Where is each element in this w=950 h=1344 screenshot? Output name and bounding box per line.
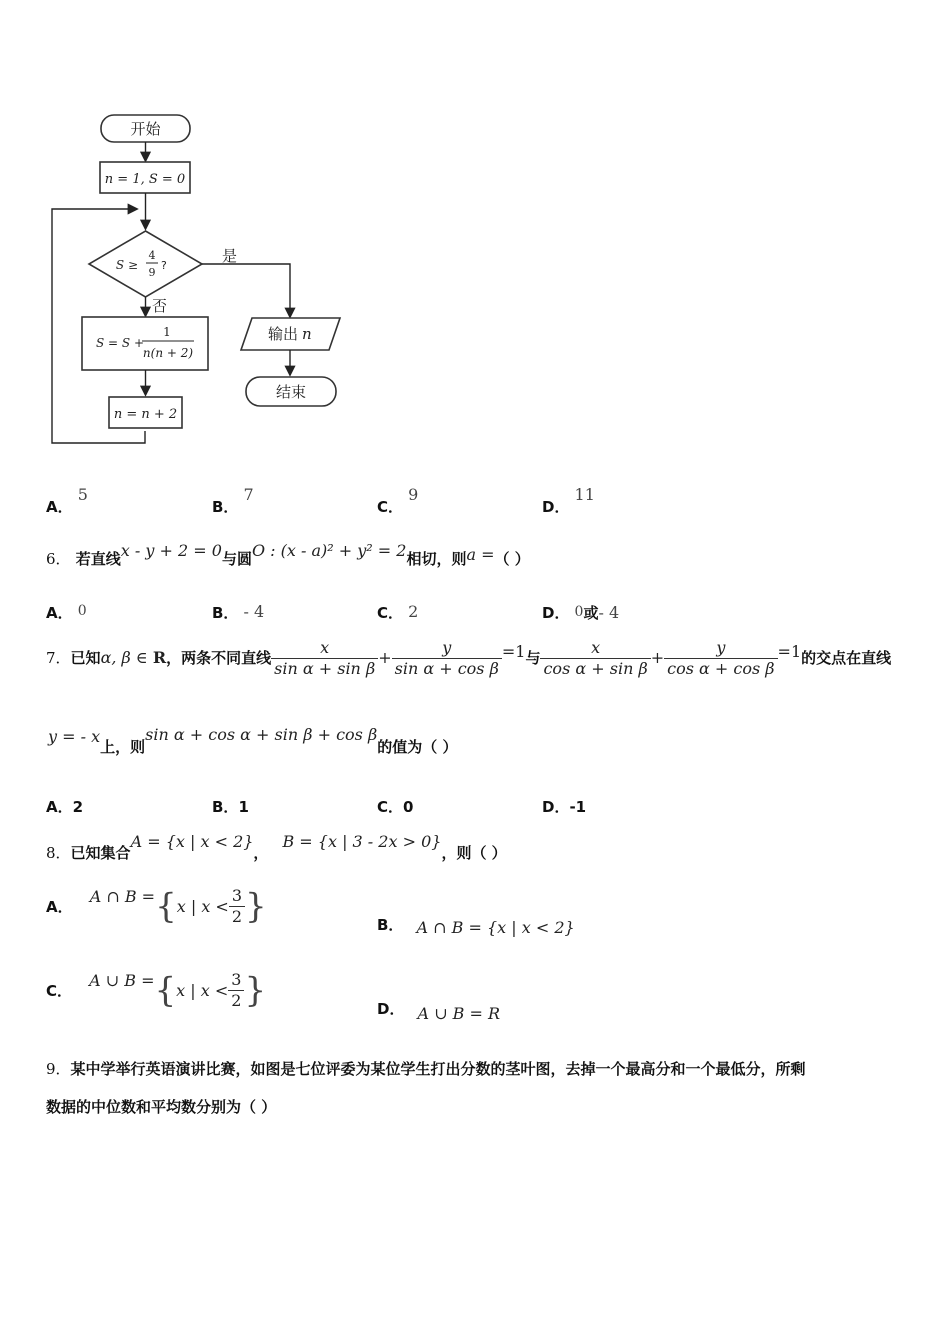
q7-frac-4: $\frac{y}{\text{cos α + cos β}}$ [664, 638, 777, 679]
condition-lhs: S ≥ [115, 258, 138, 272]
q7-text-5: 上，则 [100, 738, 146, 756]
end-label: 结束 [275, 383, 307, 401]
option-label: B． [212, 498, 239, 516]
condition-num: 4 [148, 249, 156, 262]
option-value: 7 [243, 485, 254, 504]
q7-option-d [542, 796, 586, 817]
option-label: C． [46, 982, 73, 1000]
q7-text-3: 与 [525, 649, 541, 667]
q7-frac-1: $\frac{x}{\text{sin α + sin β}}$ [271, 638, 378, 679]
q9-line-1: 某中学举行英语演讲比赛，如图是七位评委为某位学生打出分数的茎叶图，去掉一个最高分和一个最低分，所剩 [70, 1060, 806, 1078]
option-label: A． [46, 604, 73, 622]
option-lhs: A ∪ B = [89, 971, 155, 990]
q7-text-2: ，两条不同直线 [166, 649, 272, 667]
q7-frac-2: $\frac{y}{\text{sin α + cos β}}$ [392, 638, 502, 679]
q5-option-d [542, 485, 595, 517]
option-value: 5 [77, 485, 88, 504]
option-inner: x | x < [176, 981, 229, 1000]
option-value: 0 [77, 603, 87, 619]
option-value: 2 [408, 602, 419, 621]
q8-text-1: 已知集合 [70, 844, 131, 862]
question-8 [46, 832, 507, 863]
q7-option-a [46, 796, 83, 817]
q7-text-4: 的交点在直线 [801, 649, 892, 667]
question-9-line-2 [46, 1096, 276, 1117]
q7-text-1: 已知 [70, 649, 101, 667]
q8-set-b: B = {x | 3 - 2x > 0} [282, 832, 442, 851]
option-value: A ∪ B = R [417, 1004, 501, 1023]
option-label: B． [212, 798, 239, 816]
q6-option-a [46, 602, 87, 623]
option-label: D． [542, 498, 570, 516]
question-number: 7． [46, 649, 71, 667]
q8-set-a: A = {x | x < 2} [130, 832, 254, 851]
q6-option-d [542, 602, 619, 623]
q7-frac-3: $\frac{x}{\text{cos α + sin β}}$ [540, 638, 650, 679]
option-value: 11 [574, 485, 595, 504]
q8-option-a: A． A ∩ B ={x | x < $\frac{3}{2}$ } [46, 886, 267, 927]
option-inner: x | x < [176, 897, 229, 916]
option-label: B． [212, 604, 239, 622]
q8-option-b [377, 914, 575, 935]
q8-sep: ， [253, 844, 269, 862]
q7-expr: sin α + cos α + sin β + cos β [145, 725, 378, 744]
q6-option-c [377, 602, 418, 623]
yes-label: 是 [222, 247, 238, 265]
q6-var: a = [466, 545, 495, 564]
question-6 [46, 541, 530, 569]
q7-text-6: 的值为（ ） [377, 738, 458, 756]
start-label: 开始 [130, 120, 161, 138]
q7-eq-1: =1 [501, 642, 526, 661]
q7-eq-2: =1 [777, 642, 802, 661]
option-value: 1 [238, 798, 249, 816]
option-lhs: A ∩ B = [89, 887, 156, 906]
init-label: n = 1, S = 0 [104, 172, 186, 187]
q9-line-2: 数据的中位数和平均数分别为（ ） [46, 1098, 277, 1116]
output-var: n [302, 325, 312, 343]
q7-option-c [377, 796, 413, 817]
q8-text-2: ，则（ ） [441, 844, 507, 862]
q6-text-3: 相切，则 [406, 550, 467, 568]
no-label: 否 [152, 297, 168, 315]
question-number: 8． [46, 844, 71, 862]
q5-option-c [377, 485, 419, 517]
option-label: D． [542, 798, 570, 816]
q6-line: x - y + 2 = 0 [120, 541, 222, 560]
update-s-den: n(n + 2) [142, 346, 194, 360]
condition-q: ? [161, 259, 167, 272]
option-value: 0 [574, 604, 584, 620]
q6-option-b [212, 602, 264, 623]
option-label: C． [377, 798, 404, 816]
option-value-2: - 4 [598, 603, 620, 622]
option-label: D． [542, 604, 570, 622]
option-frac: $\frac{3}{2}$ [229, 886, 245, 927]
option-value: 2 [72, 798, 84, 816]
question-9 [46, 1058, 806, 1079]
q8-option-c: C． A ∪ B ={x | x < $\frac{3}{2}$ } [46, 970, 267, 1011]
update-n-label: n = n + 2 [113, 407, 178, 422]
option-label: A． [46, 498, 73, 516]
q6-text-2: 与圆 [221, 550, 252, 568]
option-value: - 4 [243, 602, 265, 621]
q7-line: y = - x [48, 727, 101, 746]
option-extra: 或 [583, 604, 599, 622]
q6-text-4: （ ） [494, 550, 530, 568]
question-number: 9． [46, 1060, 71, 1078]
option-frac: $\frac{3}{2}$ [228, 970, 244, 1011]
option-value: -1 [569, 798, 587, 816]
question-7-line-2 [48, 725, 458, 757]
condition-den: 9 [148, 266, 156, 279]
option-label: A． [46, 798, 73, 816]
option-label: B． [377, 916, 404, 934]
update-s-lhs: S = S + [96, 336, 144, 350]
option-label: C． [377, 498, 404, 516]
q6-circle: O : (x - a)² + y² = 2 [251, 541, 407, 560]
q7-params: α, β ∈ [100, 648, 153, 667]
option-value: A ∩ B = {x | x < 2} [416, 918, 575, 937]
question-number: 6． [46, 550, 71, 568]
q5-option-b [212, 485, 254, 517]
q6-text-1: 若直线 [75, 550, 121, 568]
question-7: 7．已知α, β ∈ R，两条不同直线 $\frac{x}{\text{sin α + sin β}}$ + $\frac{y}{\text{sin α + cos β}}$ =1与 $\frac{x}{\text{cos α + sin β}}$ + $\frac{y}{\text{cos α + cos β}}$ =1的交点在直线 [46, 638, 892, 678]
option-value: 9 [408, 485, 419, 504]
update-s-num: 1 [163, 325, 171, 339]
condition-diamond [89, 231, 202, 297]
q7-set: R [152, 648, 167, 667]
q8-option-d [377, 998, 501, 1023]
flowchart [0, 0, 400, 460]
option-value: 0 [403, 798, 414, 816]
q7-option-b [212, 796, 249, 817]
option-label: C． [377, 604, 404, 622]
q5-option-a [46, 485, 88, 517]
output-label: 输出 [268, 325, 299, 343]
option-label: A． [46, 898, 73, 916]
option-label: D． [377, 1000, 405, 1018]
